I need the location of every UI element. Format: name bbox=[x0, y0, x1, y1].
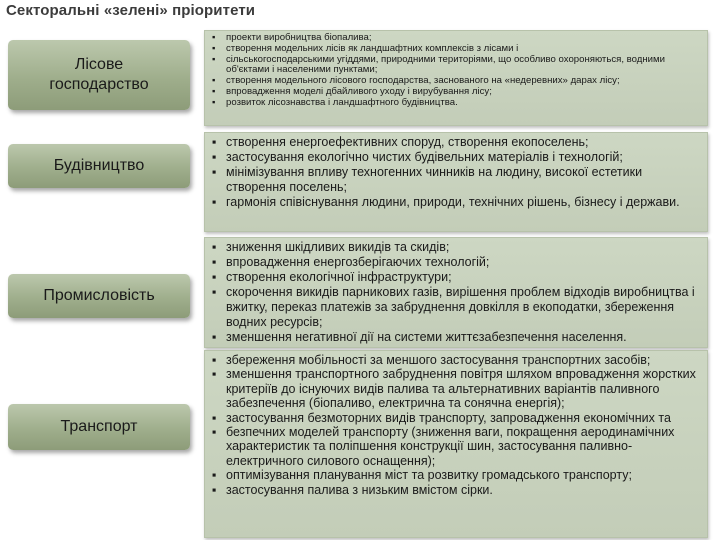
sector-panel-transport bbox=[204, 350, 708, 538]
list-item: ▪ застосування екологічно чистих будівельних матеріалів і технологій; bbox=[211, 150, 701, 165]
list-item: ▪ безпечних моделей транспорту (зниження ваги, покращення аеродинамічних характеристик та поліпшення конструкції шин, застосування паливно-електричного силового оснащення); bbox=[211, 425, 701, 468]
sector-name: Будівництво bbox=[53, 157, 145, 174]
list-item: ▪ створення модельного лісового господарства, заснованого на «недеревних» дарах лісу; bbox=[211, 76, 701, 87]
list-item: ▪ збереження мобільності за меншого застосування транспортних засобів; bbox=[211, 353, 701, 367]
list-item: ▪ зменшення негативної дії на системи життєзабезпечення населення. bbox=[211, 330, 701, 345]
list-item: ▪ оптимізування планування міст та розвитку громадського транспорту; bbox=[211, 468, 701, 482]
list-item: ▪ зниження шкідливих викидів та скидів; bbox=[211, 240, 701, 255]
sector-name: Лісове господарство bbox=[49, 56, 149, 93]
list-item: ▪ мінімізування впливу техногенних чинників на людину, високої естетики створення поселень; bbox=[211, 165, 701, 195]
priority-list bbox=[211, 353, 701, 497]
list-item: ▪ створення модельних лісів як ландшафтних комплексів з лісами і bbox=[211, 44, 701, 55]
list-item: ▪ впровадження моделі дбайливого уходу і вирубування лісу; bbox=[211, 87, 701, 98]
list-item: ▪ створення енергоефективних споруд, створення екопоселень; bbox=[211, 135, 701, 150]
list-item: ▪ застосування безмоторних видів транспорту, запровадження економічних та bbox=[211, 411, 701, 425]
priority-list bbox=[211, 240, 701, 345]
list-item: ▪ сільськогосподарськими угіддями, природними територіями, що особливо охороняються, водними об'єктами і населеними пунктами; bbox=[211, 55, 701, 77]
list-item: ▪ проекти виробництва біопалива; bbox=[211, 33, 701, 44]
priority-list bbox=[211, 33, 701, 109]
list-item: ▪ застосування палива з низьким вмістом сірки. bbox=[211, 483, 701, 497]
list-item: ▪ створення екологічної інфраструктури; bbox=[211, 270, 701, 285]
sector-panel-construction bbox=[204, 132, 708, 232]
sector-label-construction bbox=[8, 144, 190, 188]
sector-name: Транспорт bbox=[60, 418, 138, 435]
sector-label-transport bbox=[8, 404, 190, 450]
list-item: ▪ гармонія співіснування людини, природи, технічних рішень, бізнесу і держави. bbox=[211, 195, 701, 210]
sector-name: Промисловість bbox=[43, 287, 155, 304]
list-item: ▪ скорочення викидів парникових газів, вирішення проблем відходів виробництва і вжитку, переказ платежів за забруднення довкілля в екоподатки, збереження водних ресурсів; bbox=[211, 285, 701, 330]
sector-panel-industry bbox=[204, 237, 708, 348]
sector-label-forestry bbox=[8, 40, 190, 110]
page-title: Секторальні «зелені» пріоритети bbox=[6, 2, 256, 19]
list-item: ▪ розвиток лісознавства і ландшафтного будівництва. bbox=[211, 98, 701, 109]
sector-label-industry bbox=[8, 274, 190, 318]
priority-list bbox=[211, 135, 701, 210]
list-item: ▪ зменшення транспортного забруднення повітря шляхом впровадження жорстких критеріїв до існуючих видів палива та альтернативних варіантів паливного забезпечення (біопаливо, електрична та сонячна енергія); bbox=[211, 367, 701, 410]
list-item: ▪ впровадження енергозберігаючих технологій; bbox=[211, 255, 701, 270]
sector-panel-forestry bbox=[204, 30, 708, 126]
